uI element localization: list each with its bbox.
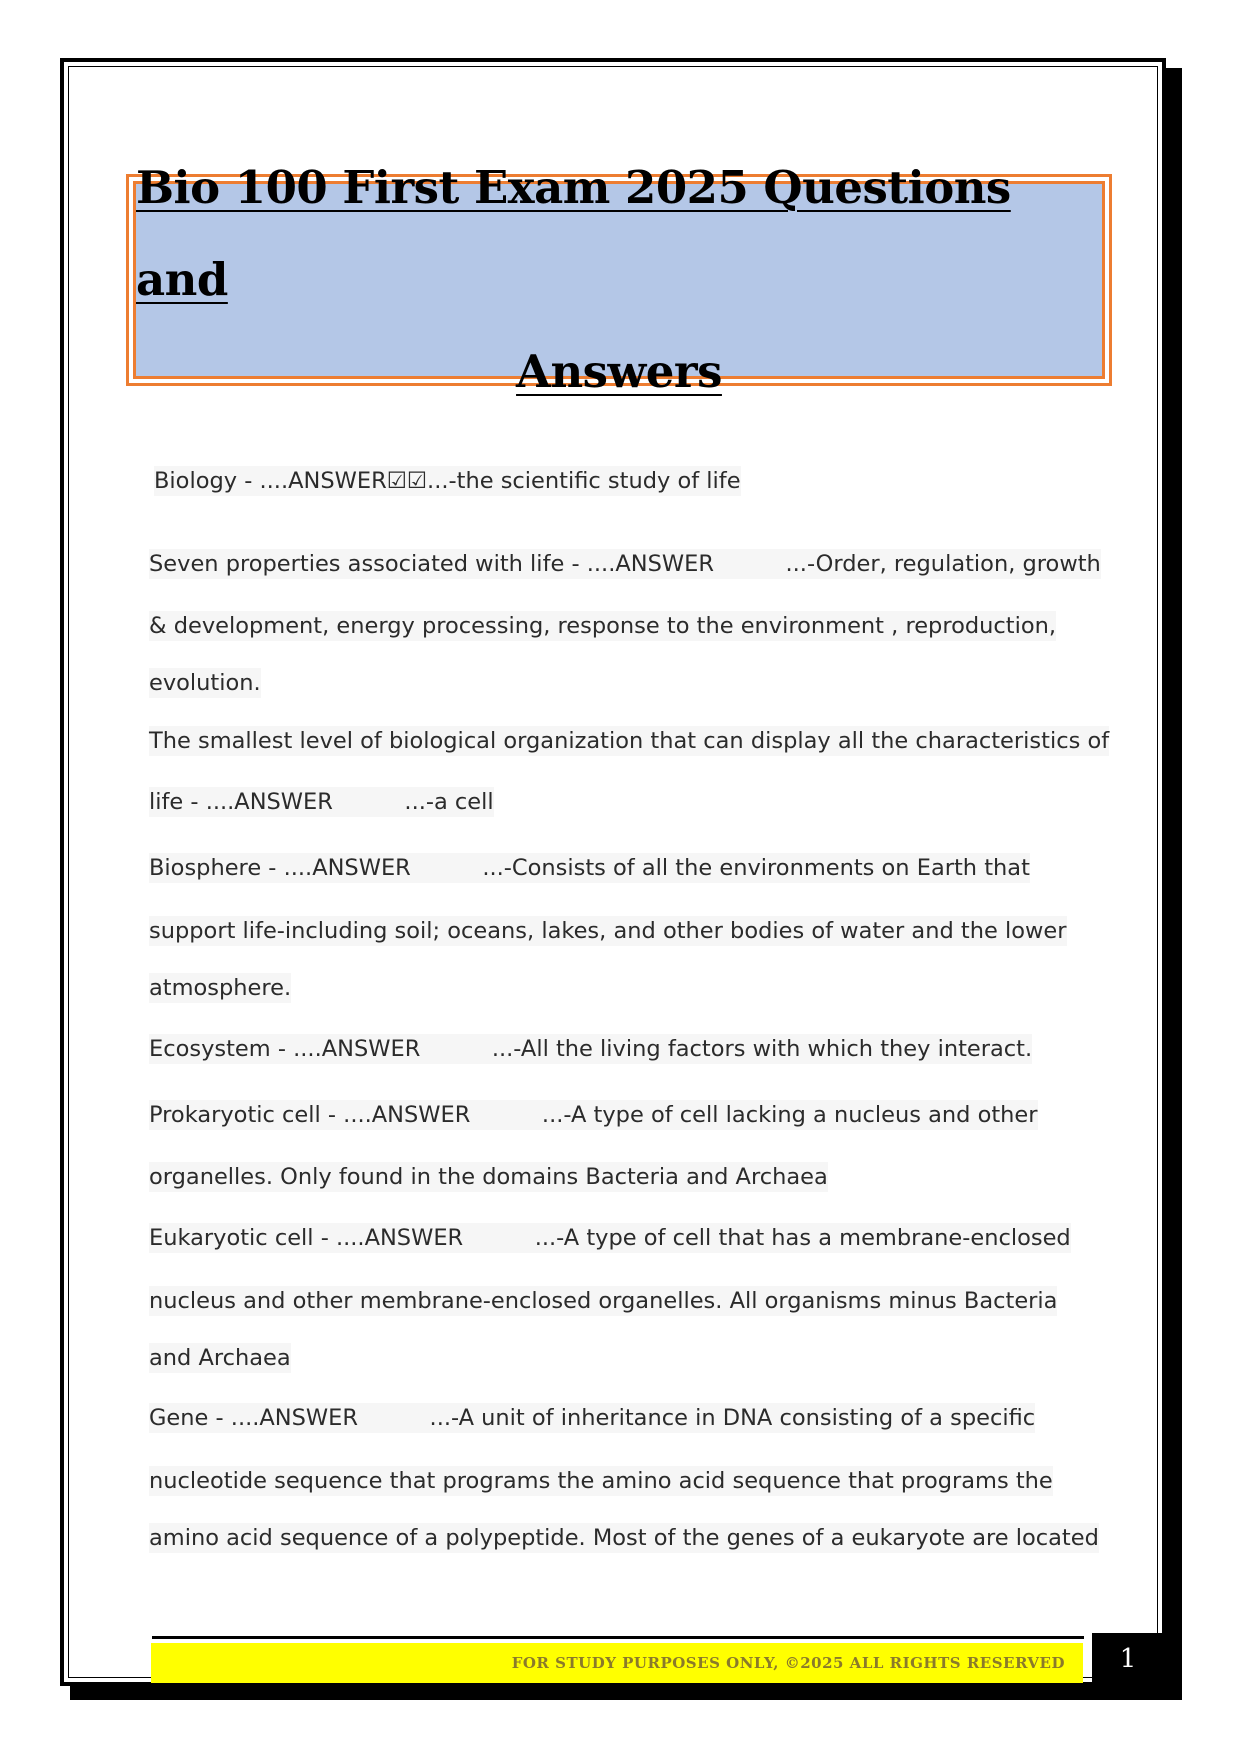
entry-line: Gene - ....ANSWER ...-A unit of inheritance in DNA consisting of a specific xyxy=(149,1405,1036,1431)
entry-line: life - ....ANSWER ...-a cell xyxy=(149,789,494,815)
entry-line: evolution. xyxy=(149,670,261,696)
entry-line: atmosphere. xyxy=(149,975,292,1001)
entry-line: The smallest level of biological organization that can display all the characteristics of xyxy=(149,728,1110,754)
entry-line: nucleus and other membrane-enclosed organelles. All organisms minus Bacteria xyxy=(149,1288,1058,1314)
entry-line: support life-including soil; oceans, lakes, and other bodies of water and the lower xyxy=(149,918,1067,944)
entry-line: & development, energy processing, response to the environment , reproduction, xyxy=(149,613,1057,639)
page-number: 1 xyxy=(1092,1633,1164,1685)
entry-line: amino acid sequence of a polypeptide. Most of the genes of a eukaryote are located xyxy=(149,1525,1099,1551)
entry-line: Biosphere - ....ANSWER ...-Consists of all the environments on Earth that xyxy=(149,855,1030,881)
footer-copyright: FOR STUDY PURPOSES ONLY, ©2025 ALL RIGHTS RESERVED xyxy=(511,1654,1065,1672)
title-box xyxy=(126,161,1112,398)
document-title-line-2: Answers xyxy=(516,345,722,398)
title-box-fill xyxy=(133,161,1105,398)
entry-line: organelles. Only found in the domains Bacteria and Archaea xyxy=(149,1164,828,1190)
entry-line: Biology - ....ANSWER☑☑...-the scientific study of life xyxy=(154,468,741,494)
entry-line: Seven properties associated with life - ....ANSWER ...-Order, regulation, growth xyxy=(149,551,1101,577)
entry-line: Ecosystem - ....ANSWER ...-All the living factors with which they interact. xyxy=(149,1036,1033,1062)
entry-line: and Archaea xyxy=(149,1345,291,1371)
footer-band xyxy=(151,1643,1083,1683)
entry-line: nucleotide sequence that programs the amino acid sequence that programs the xyxy=(149,1468,1053,1494)
document-title-line-1: Bio 100 First Exam 2025 Questions and xyxy=(136,161,1011,306)
entry-line: Eukaryotic cell - ....ANSWER ...-A type of cell that has a membrane-enclosed xyxy=(149,1225,1071,1251)
entry-line: Prokaryotic cell - ....ANSWER ...-A type of cell lacking a nucleus and other xyxy=(149,1102,1038,1128)
footer-rule xyxy=(152,1636,1084,1639)
